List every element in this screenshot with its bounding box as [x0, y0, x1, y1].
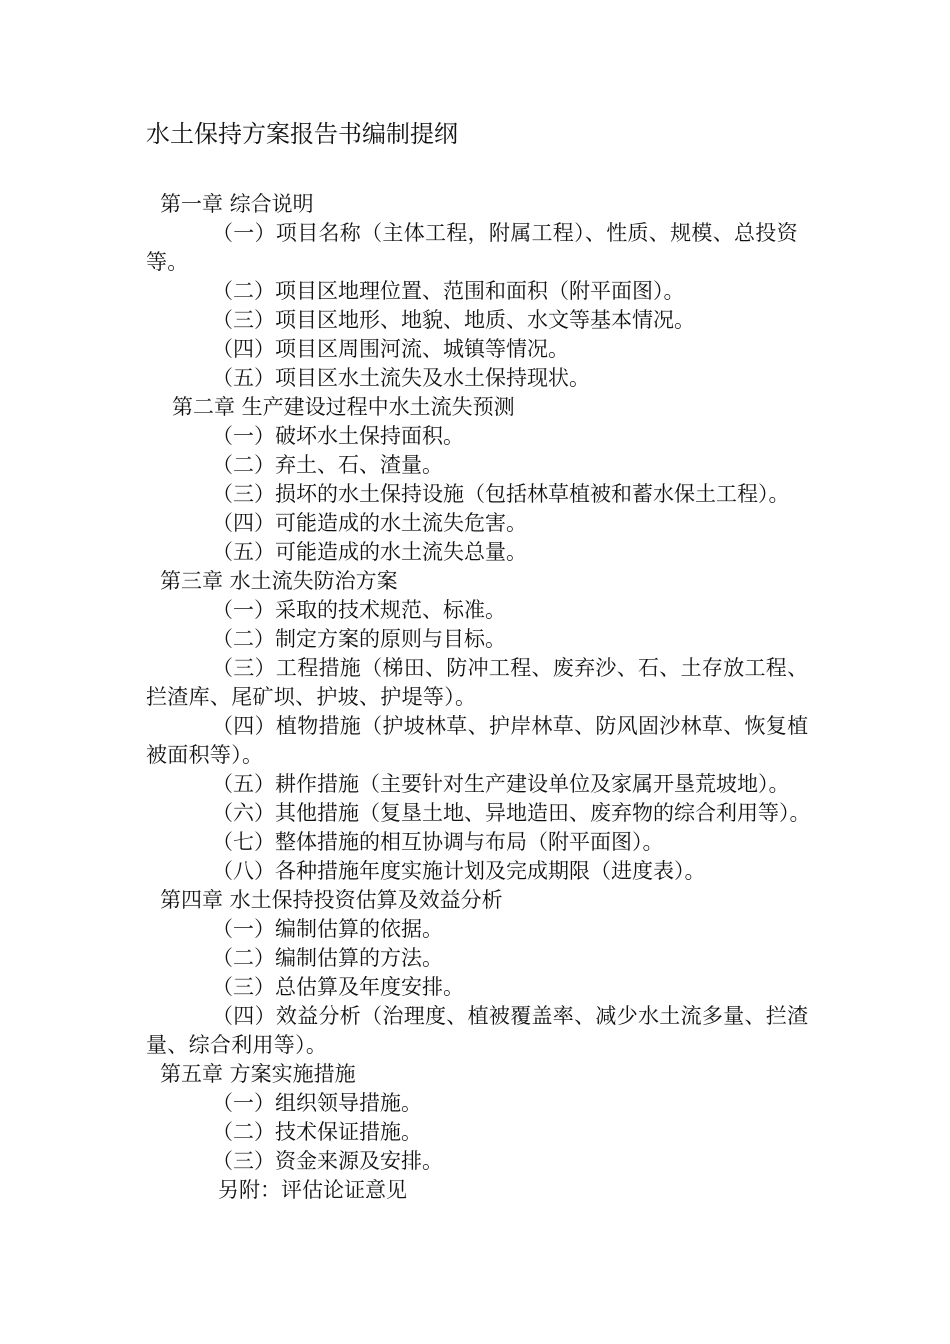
chapter-5-item-2: （二）技术保证措施。	[212, 1120, 422, 1144]
chapter-2-item-1: （一）破坏水土保持面积。	[212, 424, 464, 448]
chapter-2-item-2: （二）弃土、石、渣量。	[212, 453, 443, 477]
chapter-1-item-4: （四）项目区周围河流、城镇等情况。	[212, 337, 569, 361]
chapter-1-item-3: （三）项目区地形、地貌、地质、水文等基本情况。	[212, 308, 695, 332]
chapter-4-item-3: （三）总估算及年度安排。	[212, 975, 464, 999]
document-title: 水土保持方案报告书编制提纲	[146, 120, 458, 148]
chapter-2-heading: 第二章 生产建设过程中水土流失预测	[172, 395, 515, 419]
chapter-3-item-6: （六）其他措施（复垦土地、异地造田、废弃物的综合利用等）。	[212, 801, 811, 825]
chapter-2-item-5: （五）可能造成的水土流失总量。	[212, 540, 527, 564]
chapter-4-item-2: （二）编制估算的方法。	[212, 946, 443, 970]
chapter-1-heading: 第一章 综合说明	[160, 192, 314, 216]
chapter-5-heading: 第五章 方案实施措施	[160, 1062, 356, 1086]
chapter-3-item-7: （七）整体措施的相互协调与布局（附平面图）。	[212, 830, 664, 854]
appendix-note: 另附：评估论证意见	[218, 1178, 407, 1202]
chapter-3-item-4: （四）植物措施（护坡林草、护岸林草、防风固沙林草、恢复植被面积等）。	[146, 714, 809, 767]
document-body	[146, 190, 810, 1205]
chapter-3-item-3: （三）工程措施（梯田、防冲工程、废弃沙、石、土存放工程、拦渣库、尾矿坝、护坡、护堤等）。	[146, 656, 809, 709]
chapter-3-item-8: （八）各种措施年度实施计划及完成期限（进度表）。	[212, 859, 706, 883]
chapter-4-item-4: （四）效益分析（治理度、植被覆盖率、减少水土流多量、拦渣量、综合利用等）。	[146, 1004, 809, 1057]
chapter-3-heading: 第三章 水土流失防治方案	[160, 569, 398, 593]
chapter-2-item-4: （四）可能造成的水土流失危害。	[212, 511, 527, 535]
chapter-4-item-1: （一）编制估算的依据。	[212, 917, 443, 941]
chapter-1-item-1: （一）项目名称（主体工程，附属工程）、性质、规模、总投资等。	[146, 221, 798, 274]
chapter-2-item-3: （三）损坏的水土保持设施（包括林草植被和蓄水保土工程）。	[212, 482, 790, 506]
chapter-5-item-3: （三）资金来源及安排。	[212, 1149, 443, 1173]
chapter-1-item-5: （五）项目区水土流失及水土保持现状。	[212, 366, 590, 390]
chapter-3-item-1: （一）采取的技术规范、标准。	[212, 598, 506, 622]
chapter-3-item-5: （五）耕作措施（主要针对生产建设单位及家属开垦荒坡地）。	[212, 772, 790, 796]
chapter-4-heading: 第四章 水土保持投资估算及效益分析	[160, 888, 503, 912]
chapter-3-item-2: （二）制定方案的原则与目标。	[212, 627, 506, 651]
chapter-1-item-2: （二）项目区地理位置、范围和面积（附平面图）。	[212, 279, 685, 303]
chapter-5-item-1: （一）组织领导措施。	[212, 1091, 422, 1115]
